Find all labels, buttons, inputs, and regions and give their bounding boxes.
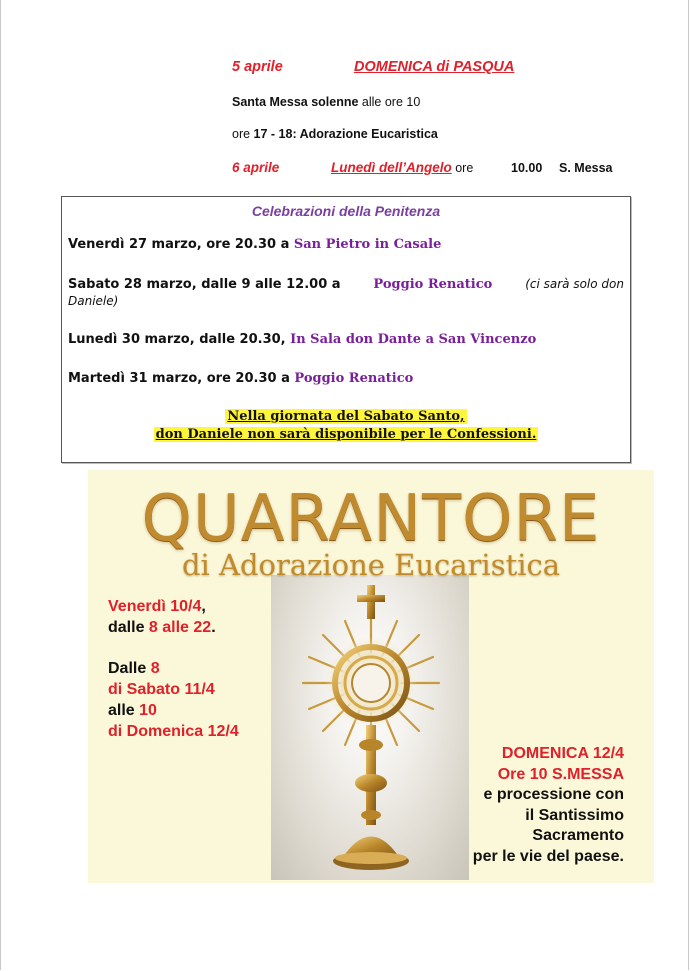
penitence-row-1 <box>68 237 441 252</box>
penitence-box <box>61 196 631 463</box>
weekend-saturday: di Sabato 11/4 <box>108 681 215 698</box>
friday-date: Venerdì 10/4 <box>108 598 202 615</box>
notice-line-2 <box>62 427 630 442</box>
friday-comma: , <box>201 598 206 615</box>
quarantore-poster <box>88 470 654 883</box>
penitence-row-4 <box>68 371 413 386</box>
sunday-mass-time: Ore 10 S.MESSA <box>497 765 624 783</box>
adoration-line <box>232 127 438 141</box>
monday-line <box>331 160 473 175</box>
poster-title: QUARANTORE <box>141 482 601 556</box>
row-4-text: Martedì 31 marzo, ore 20.30 a <box>68 371 295 386</box>
friday-dalle: dalle <box>108 619 149 636</box>
notice-text-2: don Daniele non sarà disponibile per le Confessioni. <box>155 427 537 442</box>
row-1-text: Venerdì 27 marzo, ore 20.30 a <box>68 237 294 252</box>
penitence-row-3 <box>68 332 536 347</box>
notice-text-1: Nella giornata del Sabato Santo, <box>227 409 465 424</box>
weekend-alle: alle <box>108 702 140 719</box>
row-2-note: (ci sarà solo don <box>525 277 624 291</box>
procession-line-3: Sacramento <box>532 827 624 844</box>
monday-time: 10.00 <box>511 161 543 175</box>
row-3-place: In Sala don Dante a San Vincenzo <box>290 332 537 347</box>
poster-subtitle: di Adorazione Eucaristica <box>181 548 561 582</box>
procession-line-4: per le vie del paese. <box>472 847 624 865</box>
mass-line <box>232 95 420 109</box>
mass-bold: Santa Messa solenne <box>232 95 359 109</box>
weekend-end: 10 <box>139 702 157 719</box>
sunday-mass-block <box>438 744 624 867</box>
row-4-place: Poggio Renatico <box>294 371 414 386</box>
penitence-row-2 <box>68 277 624 308</box>
penitence-title: Celebrazioni della Penitenza <box>251 203 441 219</box>
procession-line-1: e processione con <box>483 786 624 803</box>
row-3-text: Lunedì 30 marzo, dalle 20.30, <box>68 332 291 347</box>
row-2-text: Sabato 28 marzo, dalle 9 alle 12.00 a <box>68 277 341 292</box>
event-monday: Lunedì dell’Angelo <box>331 160 452 175</box>
row-2-place: Poggio Renatico <box>373 277 493 292</box>
monday-messa: S. Messa <box>559 161 613 175</box>
friday-dot: . <box>211 619 216 636</box>
adoration-bold: 17 - 18: Adorazione Eucaristica <box>253 127 438 141</box>
row-2-note-2: Daniele) <box>68 294 119 308</box>
friday-hours: 8 alle 22 <box>148 619 212 636</box>
event-easter: DOMENICA di PASQUA <box>354 59 515 75</box>
weekend-schedule <box>108 658 239 742</box>
sunday-date: DOMENICA 12/4 <box>501 745 624 762</box>
weekend-dalle: Dalle <box>108 660 151 677</box>
adoration-pre: ore <box>232 127 254 141</box>
monday-ore: ore <box>451 161 474 175</box>
mass-rest: alle ore 10 <box>358 95 421 109</box>
procession-line-2: il Santissimo <box>525 806 624 824</box>
friday-schedule <box>108 596 216 638</box>
weekend-sunday: di Domenica 12/4 <box>108 723 239 740</box>
date-easter: 5 aprile <box>232 59 283 75</box>
weekend-start: 8 <box>150 660 160 677</box>
date-monday: 6 aprile <box>232 160 280 175</box>
notice-line-1 <box>62 409 630 424</box>
row-1-place: San Pietro in Casale <box>293 237 442 252</box>
